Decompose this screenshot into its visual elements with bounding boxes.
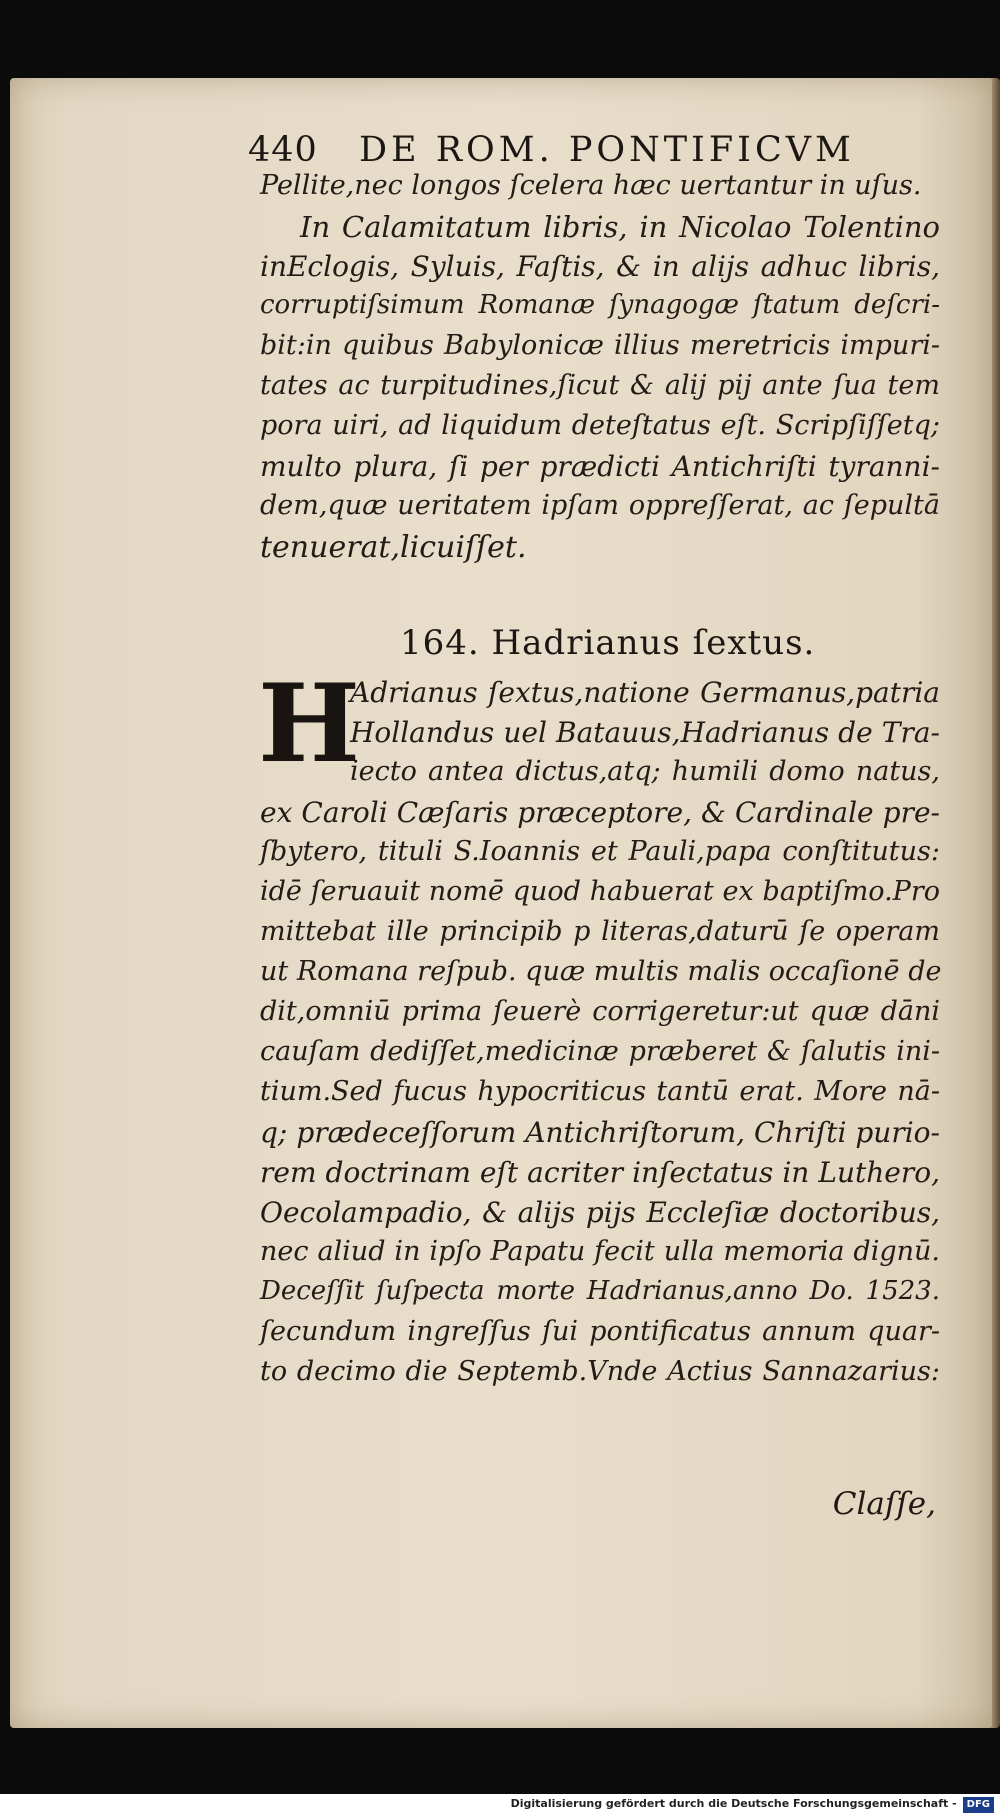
- text-line: Deceſſit ſuſpecta morte Hadrianus,anno Do. 1523.: [260, 1276, 940, 1306]
- text-line: tenuerat,licuiſſet.: [260, 530, 527, 565]
- text-line: dem,quæ ueritatem ipſam oppreſſerat, ac ſepultā: [260, 490, 940, 521]
- text-line: ſecundum ingreſſus ſui pontificatus annum quar-: [260, 1316, 940, 1347]
- chapter-heading: 164. Hadrianus ſextus.: [400, 623, 816, 663]
- text-line: inEclogis, Syluis, Faſtis, & in alijs adhuc libris,: [260, 250, 940, 283]
- running-head: [248, 130, 868, 170]
- text-line: Adrianus ſextus,natione Germanus,patria: [350, 676, 940, 709]
- text-line: bit:in quibus Babylonicæ illius meretricis impuri-: [260, 330, 940, 361]
- text-line: Hollandus uel Batauus,Hadrianus de Tra-: [350, 716, 940, 749]
- text-line: mittebat ille principib p literas,daturū ſe operam: [260, 916, 940, 947]
- text-line: tates ac turpitudines,ſicut & alij pij ante ſua tem: [260, 370, 940, 401]
- digitization-footer: [0, 1794, 1000, 1814]
- text-line: ex Caroli Cæſaris præceptore, & Cardinale pre-: [260, 796, 940, 829]
- text-line: rem doctrinam eſt acriter inſectatus in Luthero,: [260, 1156, 940, 1189]
- text-line: to decimo die Septemb.Vnde Actius Sannazarius:: [260, 1356, 940, 1387]
- text-line: multo plura, ſi per prædicti Antichriſti tyranni-: [260, 450, 940, 483]
- catchword: Claſſe,: [832, 1486, 936, 1522]
- text-line: ut Romana reſpub. quæ multis malis occaſionē de: [260, 956, 942, 987]
- text-line: q; prædeceſſorum Antichriſtorum, Chriſti purio-: [260, 1116, 940, 1149]
- text-line: ſbytero, tituli S.Ioannis et Pauli,papa conſtitutus:: [260, 836, 940, 867]
- text-line: nec aliud in ipſo Papatu fecit ulla memoria dignū.: [260, 1236, 940, 1267]
- book-page: [10, 78, 994, 1728]
- page-edge: [992, 78, 1000, 1728]
- text-line: pora uiri, ad liquidum deteſtatus eſt. Scripſiſſetq;: [260, 410, 940, 441]
- text-line: tium.Sed fucus hypocriticus tantū erat. More nā-: [260, 1076, 940, 1107]
- text-line: dit,omniū prima ſeuerè corrigeretur:ut quæ dāni: [260, 996, 940, 1027]
- text-line: corruptiſsimum Romanæ ſynagogæ ſtatum deſcri-: [260, 290, 940, 320]
- text-line: iecto antea dictus,atq; humili domo natus,: [350, 756, 940, 787]
- text-line: Oecolampadio, & alijs pijs Eccleſiæ doctoribus,: [260, 1196, 940, 1229]
- drop-initial: H: [258, 661, 361, 787]
- text-line: Pellite,nec longos ſcelera hæc uertantur in uſus.: [260, 170, 922, 201]
- text-line: In Calamitatum libris, in Nicolao Tolentino: [300, 210, 940, 244]
- running-title: DE ROM. PONTIFICVM: [358, 130, 855, 170]
- footer-text: Digitalisierung gefördert durch die Deutsche Forschungsgemeinschaft -: [510, 1797, 957, 1810]
- text-line: idē ſeruauit nomē quod habuerat ex baptiſmo.Pro: [260, 876, 940, 907]
- page-number: 440: [248, 130, 318, 170]
- dfg-logo: DFG: [963, 1797, 994, 1813]
- text-line: cauſam dediſſet,medicinæ præberet & ſalutis ini-: [260, 1036, 940, 1067]
